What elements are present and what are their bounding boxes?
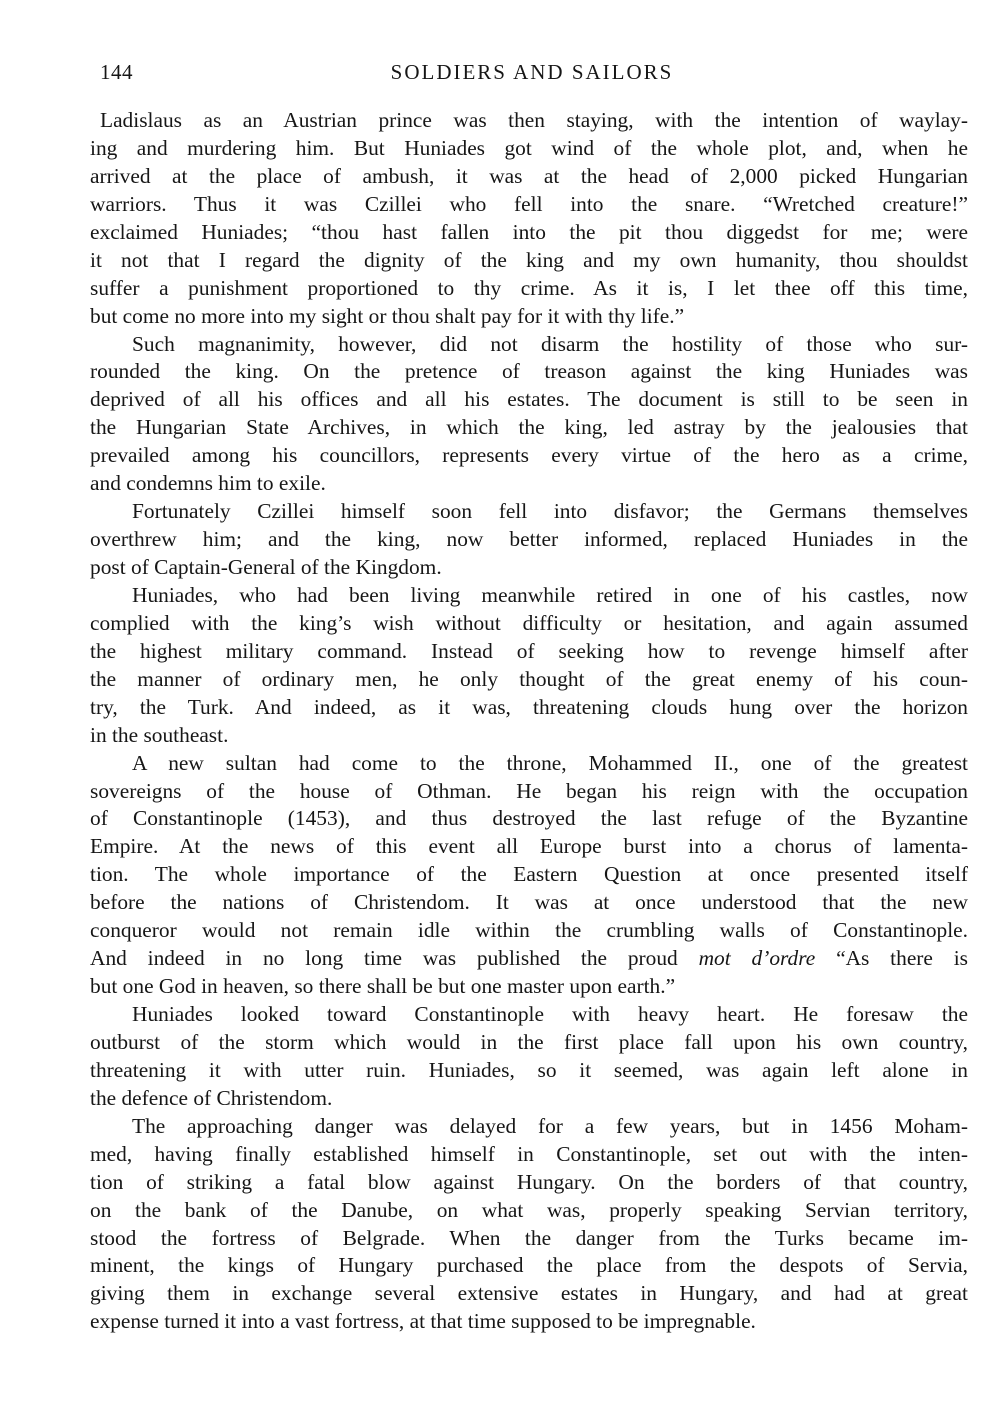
text-line: the highest military command. Instead of seeking how to revenge himself after (90, 638, 968, 663)
text-line: tion. The whole importance of the Eastern Question at once presented itself (90, 862, 968, 887)
text-line: rounded the king. On the pretence of treason against the king Huniades was (90, 359, 968, 384)
text-line: ing and murdering him. But Huniades got wind of the whole plot, and, when he (90, 135, 968, 160)
text-line-with-italic (90, 945, 968, 973)
text-line: prevailed among his councillors, represents every virtue of the hero as a crime, (90, 443, 968, 468)
text-line: stood the fortress of Belgrade. When the danger from the Turks became im- (90, 1225, 968, 1250)
text-line: Ladislaus as an Austrian prince was then staying, with the intention of waylay- (100, 108, 968, 132)
text-line: the Hungarian State Archives, in which the king, led astray by the jealousies that (90, 415, 968, 440)
text-line: expense turned it into a vast fortress, at that time supposed to be impregnable. (90, 1309, 756, 1334)
text-line: arrived at the place of ambush, it was at the head of 2,000 picked Hungarian (90, 163, 968, 188)
running-title: SOLDIERS AND SAILORS (390, 60, 674, 84)
text-line: Fortunately Czillei himself soon fell into disfavor; the Germans themselves (132, 499, 968, 524)
text-line: tion of striking a fatal blow against Hungary. On the borders of that country, (90, 1169, 968, 1194)
text-line: warriors. Thus it was Czillei who fell into the snare. “Wretched creature!” (90, 191, 968, 216)
page-number: 144 (100, 60, 133, 84)
text-line: med, having finally established himself in Constantinople, set out with the inten- (90, 1141, 968, 1166)
text-line: deprived of all his offices and all his estates. The document is still to be seen in (90, 387, 968, 412)
text-line: Huniades, who had been living meanwhile retired in one of his castles, now (132, 582, 968, 607)
italic-phrase: mot d’ordre (698, 946, 816, 971)
page-header (96, 58, 968, 90)
text-line: complied with the king’s wish without difficulty or hesitation, and again assumed (90, 610, 968, 635)
text-segment: “As there is (836, 946, 969, 971)
text-line: try, the Turk. And indeed, as it was, threatening clouds hung over the horizon (90, 694, 968, 719)
text-line: threatening it with utter ruin. Huniades, so it seemed, was again left alone in (90, 1057, 968, 1082)
text-line: but one God in heaven, so there shall be but one master upon earth.” (90, 974, 676, 999)
text-line: conqueror would not remain idle within the crumbling walls of Constantinople. (90, 918, 968, 943)
text-line: and condemns him to exile. (90, 471, 326, 496)
text-line: suffer a punishment proportioned to thy crime. As it is, I let thee off this time, (90, 275, 968, 300)
text-line: in the southeast. (90, 722, 229, 747)
text-line: Huniades looked toward Constantinople with heavy heart. He foresaw the (132, 1002, 968, 1026)
text-line: Empire. At the news of this event all Europe burst into a chorus of lamenta- (90, 834, 968, 859)
text-segment: And indeed in no long time was published the proud (90, 946, 678, 971)
text-line: on the bank of the Danube, on what was, properly speaking Servian territory, (90, 1197, 968, 1222)
text-line: outburst of the storm which would in the first place fall upon his own country, (90, 1029, 968, 1054)
text-line: of Constantinople (1453), and thus destroyed the last refuge of the Byzantine (90, 806, 968, 831)
text-line: A new sultan had come to the throne, Mohammed II., one of the greatest (132, 750, 968, 775)
text-line: before the nations of Christendom. It was at once understood that the new (90, 890, 968, 915)
text-line: overthrew him; and the king, now better informed, replaced Huniades in the (90, 527, 968, 552)
text-line: The approaching danger was delayed for a few years, but in 1456 Moham- (132, 1113, 968, 1138)
text-line: minent, the kings of Hungary purchased the place from the despots of Servia, (90, 1253, 968, 1278)
text-line: the defence of Christendom. (90, 1085, 333, 1110)
text-line: giving them in exchange several extensive estates in Hungary, and had at great (90, 1281, 968, 1306)
text-line: but come no more into my sight or thou shalt pay for it with thy life.” (90, 303, 685, 328)
text-line: the manner of ordinary men, he only thought of the great enemy of his coun- (90, 666, 968, 691)
text-line: sovereigns of the house of Othman. He began his reign with the occupation (90, 778, 968, 803)
text-line: exclaimed Huniades; “thou hast fallen into the pit thou diggedst for me; were (90, 219, 968, 244)
body-text (90, 107, 968, 1336)
text-line: it not that I regard the dignity of the king and my own humanity, thou shouldst (90, 247, 968, 272)
text-line: post of Captain-General of the Kingdom. (90, 555, 442, 579)
text-line: Such magnanimity, however, did not disarm the hostility of those who sur- (132, 331, 968, 356)
